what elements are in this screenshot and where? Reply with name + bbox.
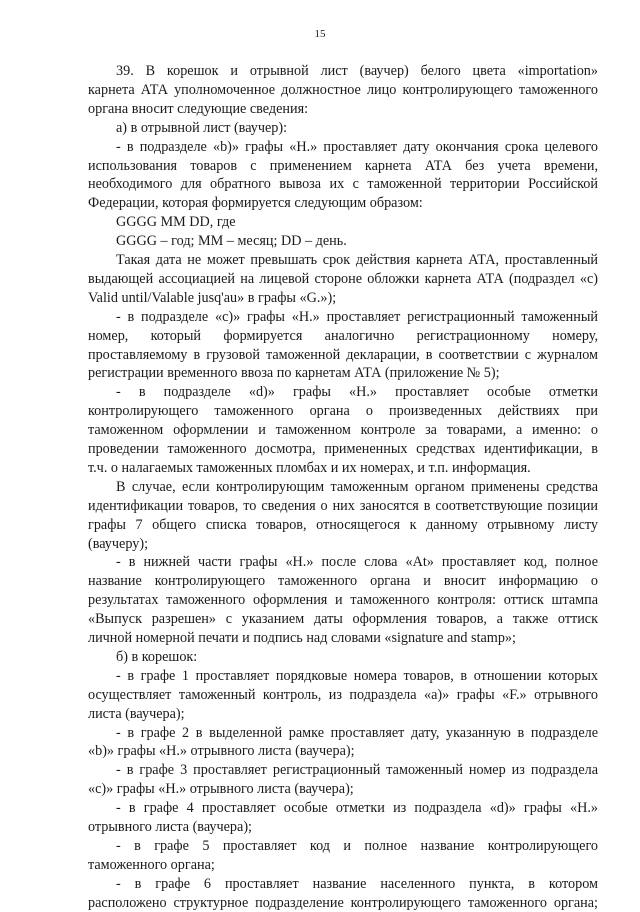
text-line: т.ч. о налагаемых таможенных пломбах и их номерах, и т.п. информация. xyxy=(88,459,531,476)
text-line: 39. В корешок и отрывной лист (ваучер) белого цвета «importation» xyxy=(116,63,598,79)
text-line: расположено структурное подразделение контролирующего таможенного органа; xyxy=(88,894,598,911)
text-line: проставляемому в грузовой таможенной декларации, в соответствии с журналом xyxy=(88,346,598,363)
text-line: осуществляет таможенный контроль, из подраздела «a)» графы «F.» отрывного xyxy=(88,686,598,703)
text-line: - в графе 4 проставляет особые отметки из подраздела «d)» графы «H.» xyxy=(116,800,598,817)
text-line: Федерации, которая формируется следующим образом: xyxy=(88,195,423,212)
text-line: - в подразделе «d)» графы «H.» проставляет особые отметки xyxy=(116,384,598,401)
text-line: графы 7 общего списка товаров, относящегося к данному отрывному листу xyxy=(88,516,598,533)
text-line: «b)» графы «H.» отрывного листа (ваучера); xyxy=(88,743,355,760)
text-line: а) в отрывной лист (ваучер): xyxy=(116,119,288,136)
text-line: карнета АТА уполномоченное должностное лицо контролирующего таможенного xyxy=(88,81,598,98)
text-line: - в подразделе «b)» графы «H.» проставляет дату окончания срока целевого xyxy=(116,138,598,155)
text-line: - в графе 6 проставляет название населенного пункта, в котором xyxy=(116,875,598,892)
text-line: отрывного листа (ваучера); xyxy=(88,819,252,835)
text-line: листа (ваучера); xyxy=(88,705,185,722)
text-line: номер, который формируется аналогично регистрационному номеру, xyxy=(88,327,598,344)
text-line: органа вносит следующие сведения: xyxy=(88,100,309,117)
text-line: - в графе 3 проставляет регистрационный таможенный номер из подраздела xyxy=(116,762,598,779)
page-number: 15 xyxy=(314,28,326,40)
text-line: контролирующего таможенного органа о произведенных действиях при xyxy=(88,403,598,420)
text-line: - в графе 2 в выделенной рамке проставляет дату, указанную в подразделе xyxy=(116,724,598,741)
text-line: - в графе 1 проставляет порядковые номера товаров, в отношении которых xyxy=(116,667,598,684)
text-line: GGGG – год; MM – месяц; DD – день. xyxy=(116,233,347,250)
text-line: б) в корешок: xyxy=(116,648,198,665)
text-line: В случае, если контролирующим таможенным органом применены средства xyxy=(116,478,598,495)
text-line: название контролирующего таможенного органа и вносит информацию о xyxy=(88,573,598,590)
text-line: таможенного органа; xyxy=(88,856,215,873)
text-line: выдающей ассоциацией на лицевой стороне обложки карнета АТА (подраздел «c) xyxy=(88,270,598,287)
text-line: «c)» графы «H.» отрывного листа (ваучера); xyxy=(88,781,354,798)
text-line: проведении таможенного досмотра, примененных средствах идентификации, в xyxy=(88,441,598,457)
text-line: регистрации временного ввоза по карнетам АТА (приложение № 5); xyxy=(88,365,500,382)
text-line: GGGG MM DD, где xyxy=(116,214,236,231)
text-line: Valid until/Valable jusq'au» в графы «G.»); xyxy=(88,289,337,306)
text-line: результатах таможенного оформления и таможенного контроля: оттиск штампа xyxy=(88,592,598,609)
text-line: - в подразделе «c)» графы «H.» проставляет регистрационный таможенный xyxy=(116,308,598,325)
text-line: «Выпуск разрешен» с указанием даты оформления товаров, а также оттиск xyxy=(88,611,598,628)
text-line: использования товаров с применением карнета АТА без учета времени, xyxy=(88,157,598,174)
text-line: идентификации товаров, то сведения о них заносятся в соответствующие позиции xyxy=(88,497,598,514)
text-line: необходимого для обратного вывоза их с таможенной территории Российской xyxy=(88,176,598,193)
text-line: Такая дата не может превышать срок действия карнета АТА, проставленный xyxy=(116,252,598,268)
text-line: - в нижней части графы «H.» после слова «At» проставляет код, полное xyxy=(116,554,598,571)
text-line: - в графе 5 проставляет код и полное название контролирующего xyxy=(116,837,598,854)
text-line: (ваучеру); xyxy=(88,535,149,552)
text-line: личной номерной печати и подпись над словами «signature and stamp»; xyxy=(88,630,516,646)
text-line: таможенном оформлении и таможенном контроле за товарами, а именно: о xyxy=(88,422,598,439)
